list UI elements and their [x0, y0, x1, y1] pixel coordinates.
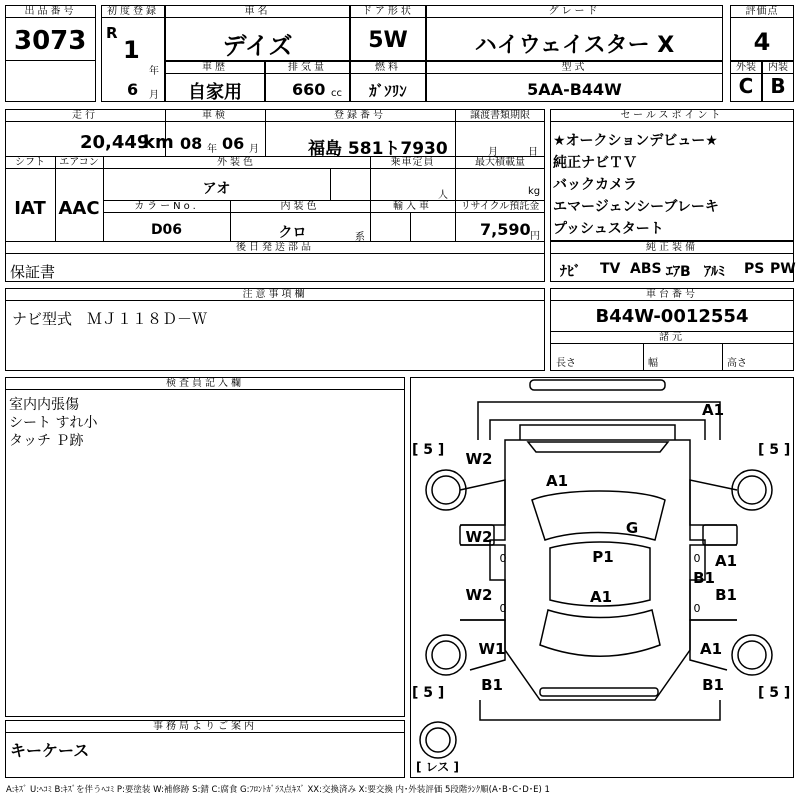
- inspector-label: 検査員記入欄: [166, 378, 244, 389]
- insp-month: 06: [222, 134, 245, 153]
- width-label: 幅: [648, 358, 658, 369]
- first-reg-label: 初度登録: [107, 6, 159, 17]
- inspector-note: 室内内張傷: [9, 397, 79, 413]
- insp-month-unit: 月: [249, 144, 259, 155]
- inspector-note: シート すれ小: [9, 415, 98, 431]
- door-type: 5W: [368, 28, 408, 53]
- fuel-label: 燃料: [375, 62, 401, 73]
- month-unit: 月: [149, 90, 159, 101]
- sales-point: プッシュスタート: [553, 221, 664, 237]
- history: 自家用: [188, 82, 242, 103]
- reg-year: 1: [123, 36, 140, 64]
- ac: AAC: [58, 198, 100, 219]
- mark-hood: A1: [545, 472, 569, 490]
- recycle-amount: 7,590: [480, 220, 531, 239]
- color-no-label: カラーNo.: [134, 201, 199, 212]
- year-unit: 年: [149, 66, 159, 77]
- displacement: 660: [292, 80, 326, 99]
- spare-label: [ レス ]: [416, 760, 459, 774]
- mark-left-rear: B1: [481, 676, 503, 694]
- equipment-item: TV: [600, 261, 621, 277]
- transfer-month: 月: [488, 147, 498, 158]
- diagram-box: [410, 377, 794, 778]
- inspection-label: 車検: [202, 110, 228, 121]
- office-text: キーケース: [10, 741, 90, 760]
- fuel: ｶﾞｿﾘﾝ: [369, 82, 407, 100]
- equipment-item: ABS: [630, 261, 662, 277]
- interior-label: 内装: [768, 62, 788, 73]
- model-code: 5AA-B44W: [527, 80, 622, 99]
- mark-left-front-door: W2: [465, 528, 493, 546]
- ext-color: アオ: [202, 181, 231, 197]
- exterior-label: 外装: [736, 62, 756, 73]
- sales-points-label: セールスポイント: [620, 110, 724, 121]
- int-color-unit: 系: [355, 232, 365, 243]
- model-label: 型式: [561, 62, 588, 73]
- tire-label-front-right: [ 5 ]: [758, 442, 791, 458]
- mark-left-quarter: W1: [478, 640, 506, 658]
- small-mark: 0: [693, 552, 701, 565]
- equipment-item: ｴｱB: [666, 264, 691, 280]
- capacity-unit: 人: [438, 190, 448, 201]
- mark-right-door-b: B1: [693, 569, 715, 587]
- int-color-label: 内装色: [280, 201, 320, 212]
- tire-label-rear-left: [ 5 ]: [412, 685, 445, 701]
- capacity-label: 乗車定員: [390, 157, 435, 168]
- tire-label-rear-right: [ 5 ]: [758, 685, 791, 701]
- ac-label: エアコン: [59, 157, 99, 168]
- chassis-number: B44W-0012554: [595, 306, 749, 327]
- small-mark: 0: [499, 552, 507, 565]
- mileage-unit: km: [143, 132, 174, 153]
- length-label: 長さ: [556, 358, 576, 369]
- mark-right-door-a: A1: [714, 552, 738, 570]
- sales-point: 純正ナビＴＶ: [553, 155, 637, 171]
- chassis-label: 車台番号: [646, 289, 698, 300]
- height-label: 高さ: [727, 358, 747, 369]
- sales-point: ★オークションデビュー★: [553, 133, 718, 149]
- reg-no-label: 登録番号: [334, 110, 386, 121]
- mark-roof: P1: [592, 548, 614, 566]
- insp-year-unit: 年: [207, 144, 217, 155]
- mark-right-quarter: A1: [699, 640, 723, 658]
- small-mark: 0: [499, 602, 507, 615]
- import-label: 輸入車: [393, 201, 432, 212]
- mark-left-rear-door: W2: [465, 586, 493, 604]
- legend: A:ｷｽﾞ U:ﾍｺﾐ B:ｷｽﾞを伴うﾍｺﾐ P:要塗装 W:補修跡 S:錆 C:腐食 G:ﾌﾛﾝﾄｶﾞﾗｽ点ｷｽﾞ XX:交換済み X:要交換 内･外装評価 5段階ﾗﾝｸ順(A･B･C･D･E) 1: [6, 785, 550, 795]
- car-name-label: 車名: [244, 6, 271, 17]
- mark-right-rear: B1: [702, 676, 724, 694]
- load-label: 最大積載量: [475, 157, 525, 168]
- transfer-day: 日: [528, 147, 538, 158]
- equipment-label: 純正装備: [646, 242, 698, 253]
- ext-color-label: 外装色: [217, 157, 256, 168]
- equipment-item: PS: [744, 261, 765, 277]
- history-label: 車歴: [202, 62, 228, 73]
- shift: IAT: [14, 198, 46, 219]
- mark-right-rear-door: B1: [715, 586, 737, 604]
- mileage-label: 走行: [72, 110, 98, 121]
- int-color: クロ: [278, 225, 307, 241]
- reg-number: 福島 581ト7930: [308, 139, 448, 159]
- equipment-item: ｱﾙﾐ: [704, 264, 725, 280]
- mark-rear-glass: A1: [589, 588, 613, 606]
- lot-number: 3073: [14, 26, 87, 56]
- equipment-item: PW: [770, 261, 796, 277]
- sales-point: バックカメラ: [553, 177, 637, 193]
- load-unit: kg: [528, 186, 541, 197]
- insp-year: 08: [180, 134, 203, 153]
- grade-label: グレード: [548, 6, 601, 17]
- recycle-label: リサイクル預託金: [460, 201, 540, 212]
- tire-label-front-left: [ 5 ]: [412, 442, 445, 458]
- score-label: 評価点: [745, 6, 779, 17]
- displacement-unit: cc: [331, 88, 342, 99]
- exterior-score: C: [738, 74, 754, 98]
- reg-month: 6: [127, 80, 139, 99]
- car-name: デイズ: [222, 32, 293, 60]
- mileage: 20,449: [80, 132, 150, 153]
- era: R: [106, 24, 118, 42]
- transfer-label: 譲渡書類期限: [470, 110, 530, 121]
- lot-label: 出品番号: [24, 6, 77, 17]
- mark-windshield: G: [625, 519, 639, 537]
- equipment-item: ﾅﾋﾞ: [560, 264, 581, 280]
- score: 4: [753, 28, 771, 56]
- recycle-unit: 円: [530, 231, 540, 242]
- later-parts-label: 後日発送部品: [236, 242, 314, 253]
- office-label: 事務局よりご案内: [153, 721, 257, 732]
- small-mark: 0: [693, 602, 701, 615]
- mark-left-front-fender: W2: [465, 450, 493, 468]
- later-parts: 保証書: [10, 263, 56, 281]
- grade: ハイウェイスター X: [474, 33, 675, 58]
- color-no: D06: [150, 222, 183, 238]
- inspector-note: タッチ Ｐ跡: [9, 433, 84, 449]
- notes-label: 注意事項欄: [242, 289, 308, 300]
- interior-score: B: [770, 74, 786, 98]
- displacement-label: 排気量: [288, 62, 327, 73]
- door-label: ドア形状: [362, 6, 414, 17]
- shift-label: シフト: [15, 157, 45, 168]
- sales-point: エマージェンシーブレーキ: [553, 199, 719, 215]
- notes-text: ナビ型式 ＭＪ１１８Ｄ－Ｗ: [12, 310, 208, 328]
- mark-front: A1: [701, 401, 725, 419]
- dims-label: 諸元: [659, 332, 685, 343]
